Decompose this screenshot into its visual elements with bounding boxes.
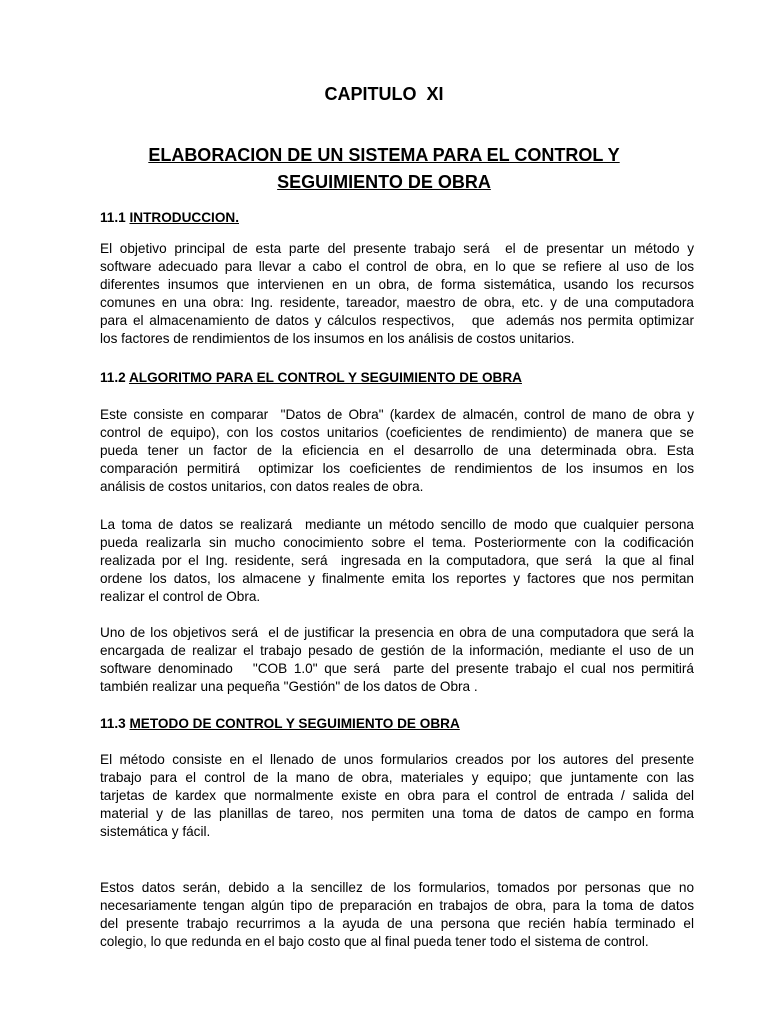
text-line: software denominado "COB 1.0" que será parte del presente trabajo el cual nos permitirá — [100, 661, 694, 676]
text-line: análisis de costos unitarios, con datos reales de obra. — [100, 479, 424, 494]
text-line: comunes en una obra: Ing. residente, tareador, maestro de obra, etc. y de una computadora — [100, 295, 694, 310]
text-line: El objetivo principal de esta parte del presente trabajo será el de presentar un método y — [100, 241, 694, 256]
text-line: Estos datos serán, debido a la sencillez de los formularios, tomados por personas que no — [100, 880, 694, 895]
text-line: Uno de los objetivos será el de justificar la presencia en obra de una computadora que será la — [100, 625, 694, 640]
paragraph — [100, 624, 694, 696]
paragraph — [100, 751, 694, 841]
text-line: comparación permitirá optimizar los coeficientes de rendimientos de los insumos en los — [100, 461, 694, 476]
paragraph — [100, 240, 694, 348]
title-line: SEGUIMIENTO DE OBRA — [277, 172, 491, 192]
text-line: material y de las planillas de tareo, nos permiten una toma de datos de campo en forma — [100, 806, 694, 821]
text-line: colegio, lo que redunda en el bajo costo que al final pueda tener todo el sistema de control. — [100, 934, 649, 949]
paragraph — [100, 879, 694, 951]
section-heading-11-3 — [100, 715, 700, 733]
paragraph — [100, 406, 694, 496]
text-line: diferentes insumos que intervienen en un obra, de forma sistemática, usando los recursos — [100, 277, 694, 292]
text-line: trabajo para el control de la mano de obra, materiales y equipo; que juntamente con las — [100, 770, 694, 785]
text-line: El método consiste en el llenado de unos formularios creados por los autores del presente — [100, 752, 694, 767]
document-title — [110, 142, 658, 196]
text-line: tarjetas de kardex que normalmente existe en obra para el control de entrada / salida del — [100, 788, 694, 803]
text-line: también realizar una pequeña "Gestión" de los datos de Obra . — [100, 679, 478, 694]
section-number: 11.1 — [100, 210, 130, 225]
text-line: La toma de datos se realizará mediante un método sencillo de modo que cualquier persona — [100, 517, 694, 532]
text-line: pueda realizarla sin mucho conocimiento sobre el tema. Posteriormente con la codificación — [100, 535, 694, 550]
text-line: encargada de realizar el trabajo pesado de gestión de la información, mediante el uso de un — [100, 643, 694, 658]
text-line: software adecuado para llevar a cabo el control de obra, en lo que se refiere al uso de los — [100, 259, 694, 274]
section-heading-11-2 — [100, 369, 700, 387]
text-line: los factores de rendimientos de los insumos en los análisis de costos unitarios. — [100, 331, 575, 346]
section-number: 11.2 — [100, 370, 129, 385]
section-heading-11-1 — [100, 209, 700, 227]
text-line: del presente trabajo recurrimos a la ayuda de una persona que recién había terminado el — [100, 916, 694, 931]
section-title: INTRODUCCION. — [129, 210, 239, 225]
text-line: Este consiste en comparar "Datos de Obra" (kardex de almacén, control de mano de obra y — [100, 407, 694, 422]
text-line: para el almacenamiento de datos y cálculos respectivos, que además nos permita optimizar — [100, 313, 694, 328]
text-line: sistemática y fácil. — [100, 824, 211, 839]
title-line: ELABORACION DE UN SISTEMA PARA EL CONTROL Y — [148, 145, 620, 165]
text-line: ordene los datos, los almacene y finalmente emita los reportes y factores que nos permitan — [100, 571, 694, 586]
paragraph — [100, 516, 694, 606]
section-title: ALGORITMO PARA EL CONTROL Y SEGUIMIENTO DE OBRA — [128, 370, 522, 385]
section-title: METODO DE CONTROL Y SEGUIMIENTO DE OBRA — [129, 716, 460, 731]
text-line: realizada por el Ing. residente, será ingresada en la computadora, que será la que al final — [100, 553, 694, 568]
text-line: pueda tener un factor de la eficiencia en el desarrollo de una determinada obra. Esta — [100, 443, 694, 458]
section-number: 11.3 — [100, 716, 130, 731]
text-line: control de equipo), con los costos unitarios (coeficientes de rendimiento) de manera que se — [100, 425, 694, 440]
chapter-heading: CAPITULO XI — [324, 84, 444, 104]
text-line: realizar el control de Obra. — [100, 589, 261, 604]
text-line: necesariamente tengan algún tipo de preparación en trabajos de obra, para la toma de datos — [100, 898, 694, 913]
